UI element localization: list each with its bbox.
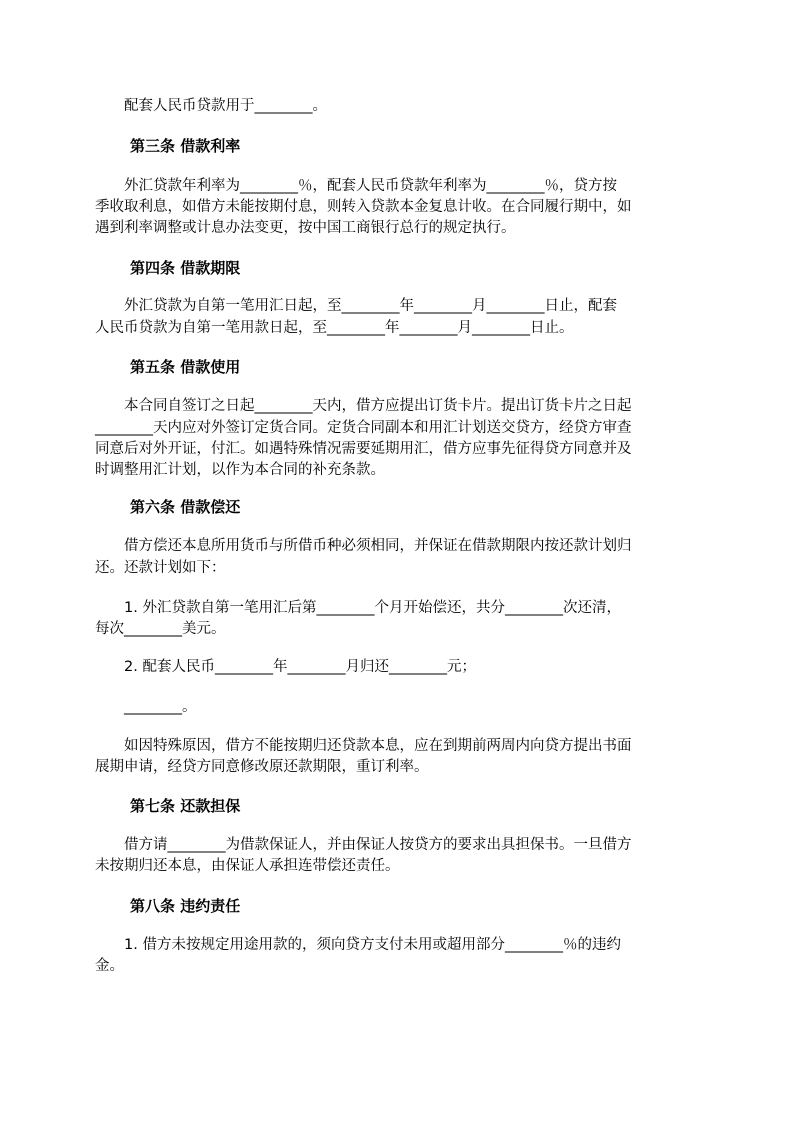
paragraph-line: 人民币贷款为自第一笔用款日起，至________年________月________日止。 <box>95 320 574 336</box>
paragraph-line: 2. 配套人民币________年________月归还________元； <box>95 659 476 675</box>
paragraph-line: 同意后对外开证，付汇。如遇特殊情况需要延期用汇，借方应事先征得贷方同意并及 <box>95 441 632 457</box>
article-5-heading: 第五条 借款使用 <box>130 358 241 376</box>
paragraph-line: 借方偿还本息所用货币与所借币种必须相同，并保证在借款期限内按还款计划归 <box>95 538 632 554</box>
article-3-heading: 第三条 借款利率 <box>130 137 241 155</box>
paragraph-line: 借方请________为借款保证人，并由保证人按贷方的要求出具担保书。一旦借方 <box>95 837 632 853</box>
paragraph-line: ________。 <box>95 699 197 715</box>
paragraph-line: 时调整用汇计划，以作为本合同的补充条款。 <box>95 462 385 478</box>
paragraph-line: 如因特殊原因，借方不能按期归还贷款本息，应在到期前两周内向贷方提出书面 <box>95 738 632 754</box>
paragraph-line: ________天内应对外签订定货合同。定货合同副本和用汇计划送交贷方，经贷方审查 <box>95 420 632 436</box>
article-7-heading: 第七条 还款担保 <box>130 797 241 815</box>
paragraph-line: 1. 借方未按规定用途用款的，须向贷方支付未用或超用部分________％的违约 <box>95 937 621 953</box>
paragraph-line: 还。还款计划如下： <box>95 560 226 576</box>
paragraph-line: 本合同自签订之日起________天内，借方应提出订货卡片。提出订货卡片之日起 <box>95 398 632 414</box>
article-6-heading: 第六条 借款偿还 <box>130 498 241 516</box>
article-4-heading: 第四条 借款期限 <box>130 259 241 277</box>
article-8-heading: 第八条 违约责任 <box>130 897 241 915</box>
paragraph-line: 遇到利率调整或计息办法变更，按中国工商银行总行的规定执行。 <box>95 220 516 236</box>
paragraph-line: 每次________美元。 <box>95 621 226 637</box>
paragraph-line: 外汇贷款年利率为________％，配套人民币贷款年利率为________％，贷方按 <box>95 178 617 194</box>
paragraph-line: 未按期归还本息，由保证人承担连带偿还责任。 <box>95 858 400 874</box>
paragraph-line: 配套人民币贷款用于________。 <box>95 98 327 114</box>
paragraph-line: 金。 <box>95 958 124 974</box>
paragraph-line: 展期申请，经贷方同意修改原还款期限，重订利率。 <box>95 759 429 775</box>
paragraph-line: 外汇贷款为自第一笔用汇日起，至________年________月________日止，配套 <box>95 298 617 314</box>
paragraph-line: 季收取利息，如借方未能按期付息，则转入贷款本金复息计收。在合同履行期中，如 <box>95 199 632 215</box>
paragraph-line: 1. 外汇贷款自第一笔用汇后第________个月开始偿还，共分________次还清， <box>95 600 621 616</box>
